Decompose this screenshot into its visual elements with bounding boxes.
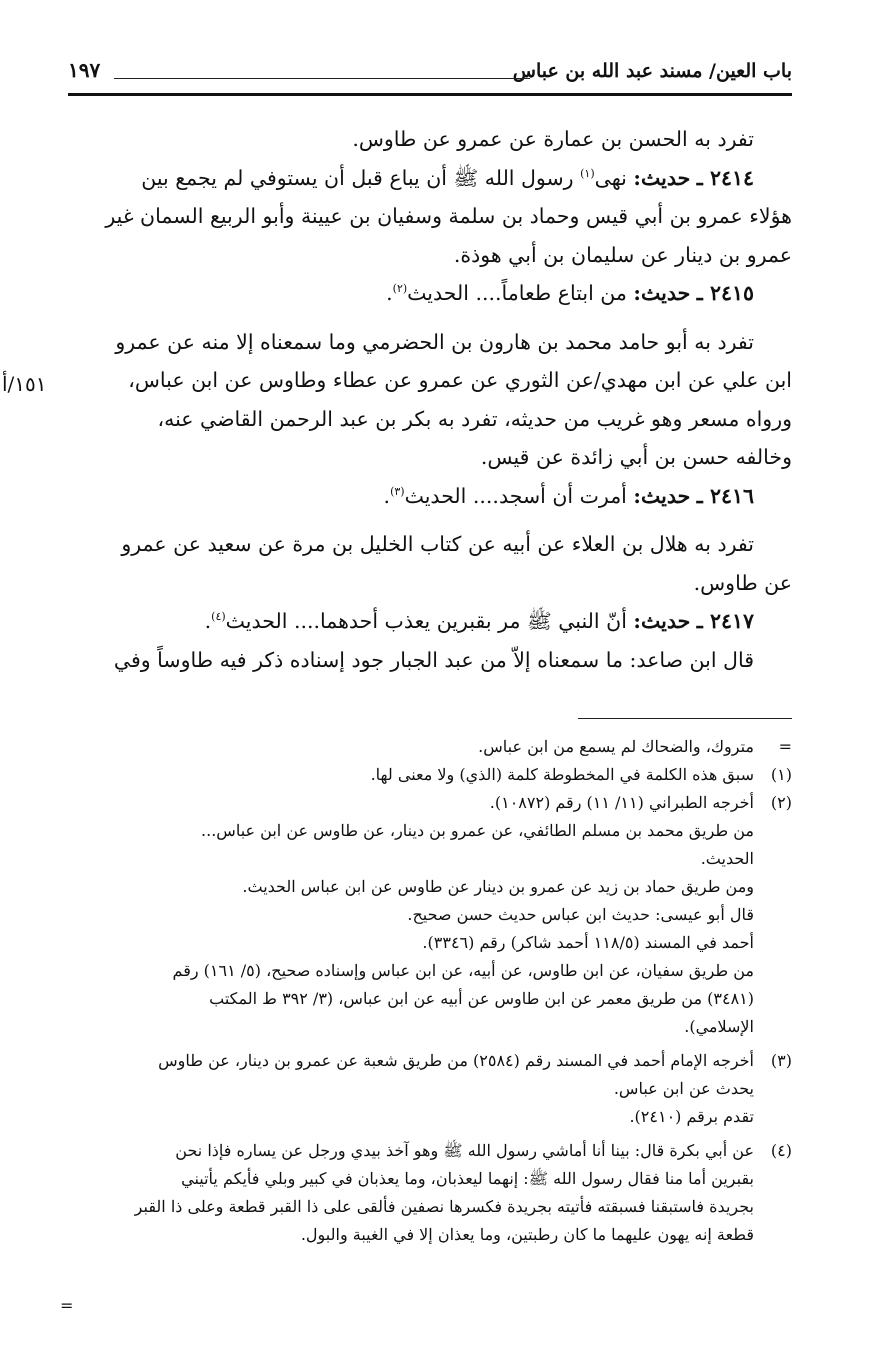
hadith-text: أمرت أن أسجد.... الحديث xyxy=(404,483,627,508)
footnote-text: قطعة إنه يهون عليهما ما كان رطبتين، وما يعذان إلا في الغيبة والبول. xyxy=(300,1225,754,1244)
footnote-1 xyxy=(68,761,792,789)
hadith-text: أنّ النبي ﷺ مر بقبرين يعذب أحدهما.... الحديث xyxy=(225,609,627,633)
hadith-text: رسول الله ﷺ أن يباع قبل أن يستوفي لم يجمع بين xyxy=(141,165,574,190)
footnote-line xyxy=(68,1221,792,1249)
footnote-text: سبق هذه الكلمة في المخطوطة كلمة (الذي) ولا معنى لها. xyxy=(370,765,754,784)
text-line: قال ابن صاعد: ما سمعناه إلاّ من عبد الجبار جود إسناده ذكر فيه طاوساً وفي xyxy=(113,647,754,672)
text-line: وخالفه حسن بن أبي زائدة عن قيس. xyxy=(480,445,792,469)
spacer xyxy=(68,313,792,323)
text-line: ابن علي عن ابن مهدي/عن الثوري عن عمرو عن عطاء وطاوس عن ابن عباس، xyxy=(128,368,792,392)
text-line: عن طاوس. xyxy=(693,570,792,595)
hadith-text: من ابتاع طعاماً.... الحديث xyxy=(407,281,627,305)
footnote-marker: (٣) xyxy=(770,1051,792,1070)
footnote-text: تقدم برقم (٢٤١٠). xyxy=(629,1107,754,1126)
period: . xyxy=(204,609,212,633)
footnotes xyxy=(68,733,792,1249)
footnote-line xyxy=(68,1103,792,1131)
footnote-line xyxy=(68,1013,792,1041)
period: . xyxy=(386,281,393,305)
spacer xyxy=(68,515,792,525)
period: . xyxy=(383,483,391,508)
footnote-line xyxy=(68,1165,792,1193)
text-line: تفرد به الحسن بن عمارة عن عمرو عن طاوس. xyxy=(352,127,754,151)
header-rule xyxy=(68,93,792,96)
footnote-text: من طريق محمد بن مسلم الطائفي، عن عمرو بن دينار، عن طاوس عن ابن عباس... xyxy=(201,821,754,840)
hadith-text: نهى xyxy=(594,165,627,190)
footnote-ref: (٤) xyxy=(211,610,226,624)
hadith-keyword: حديث: xyxy=(633,609,691,633)
footnote-text: بقبرين أما منا فقال رسول الله ﷺ: إنهما ليعذبان، وما يعذبان في كبير وبلي فأيكم يأتيني xyxy=(181,1169,754,1188)
footnote-line xyxy=(68,1193,792,1221)
footnote-text: بجريدة فاستبقنا فسبقته فأتيته بجريدة فكسرها نصفين فألقى على ذا القبر قطعة وعلى ذا القبر xyxy=(134,1197,754,1216)
hadith-2416 xyxy=(68,477,792,516)
hadith-number: ٢٤١٥ ـ xyxy=(696,281,754,305)
continuation-mark: = xyxy=(60,1296,74,1315)
footnote-continuation xyxy=(68,733,792,761)
main-text xyxy=(68,120,792,679)
hadith-2415 xyxy=(68,274,792,313)
footnote-text: أحمد في المسند (١١٨/٥ أحمد شاكر) رقم (٣٣٤٦). xyxy=(422,933,754,952)
footnote-marker: (١) xyxy=(770,765,792,784)
text-line: ورواه مسعر وهو غريب من حديثه، تفرد به بكر بن عبد الرحمن القاضي عنه، xyxy=(157,406,792,431)
footnote-line xyxy=(68,1075,792,1103)
footnote-rule xyxy=(578,718,792,719)
footnote-text: أخرجه الطبراني (١١/ ١١) رقم (١٠٨٧٢). xyxy=(489,793,754,812)
text-line: عمرو بن دينار عن سليمان بن أبي هوذة. xyxy=(453,242,792,267)
footnote-text: ومن طريق حماد بن زيد عن عمرو بن دينار عن طاوس عن ابن عباس الحديث. xyxy=(242,877,754,896)
page-header xyxy=(68,54,792,94)
header-line xyxy=(114,78,530,79)
running-title: باب العين/ مسند عبد الله بن عباس xyxy=(512,60,792,82)
footnote-text: الحديث. xyxy=(700,849,754,868)
footnote-text: من طريق سفيان، عن ابن طاوس، عن أبيه، عن ابن عباس وإسناده صحيح، (٥/ ١٦١) رقم xyxy=(172,961,754,980)
footnote-text: (٣٤٨١) من طريق معمر عن ابن طاوس عن أبيه عن ابن عباس، (٣/ ٣٩٢ ط المكتب xyxy=(209,989,754,1008)
hadith-number: ٢٤١٦ ـ xyxy=(696,483,754,508)
margin-folio-note: ١٥١/أ xyxy=(2,372,47,396)
footnote-line xyxy=(68,817,792,845)
footnote-3 xyxy=(68,1047,792,1075)
hadith-keyword: حديث: xyxy=(633,165,691,190)
footnote-line xyxy=(68,985,792,1013)
page-number: ١٩٧ xyxy=(68,58,101,82)
footnote-text: يحدث عن ابن عباس. xyxy=(613,1079,754,1098)
hadith-2417 xyxy=(68,602,792,641)
footnote-marker: (٤) xyxy=(770,1141,792,1160)
footnote-text: قال أبو عيسى: حديث ابن عباس حديث حسن صحيح. xyxy=(407,905,754,924)
footnote-ref: (١) xyxy=(580,166,595,180)
text-line: هؤلاء عمرو بن أبي قيس وحماد بن سلمة وسفيان بن عيينة وأبو الربيع السمان غير xyxy=(105,204,792,228)
footnote-marker: (٢) xyxy=(770,793,792,812)
footnote-4 xyxy=(68,1137,792,1165)
text-line: تفرد به هلال بن العلاء عن أبيه عن كتاب الخليل بن مرة عن سعيد عن عمرو xyxy=(121,532,754,556)
footnote-2 xyxy=(68,789,792,817)
hadith-keyword: حديث: xyxy=(633,483,691,508)
footnote-text: أخرجه الإمام أحمد في المسند رقم (٢٥٨٤) من طريق شعبة عن عمرو بن دينار، عن طاوس xyxy=(158,1051,754,1070)
footnote-line xyxy=(68,873,792,901)
text-line: تفرد به أبو حامد محمد بن هارون بن الحضرمي وما سمعناه إلا منه عن عمرو xyxy=(115,329,754,354)
footnote-marker: = xyxy=(778,737,792,756)
footnote-line xyxy=(68,901,792,929)
hadith-number: ٢٤١٧ ـ xyxy=(696,609,754,633)
footnote-text: متروك، والضحاك لم يسمع من ابن عباس. xyxy=(478,737,754,756)
hadith-2414 xyxy=(68,159,792,198)
footnote-line xyxy=(68,929,792,957)
hadith-keyword: حديث: xyxy=(633,281,691,305)
hadith-number: ٢٤١٤ ـ xyxy=(696,165,754,190)
footnote-ref: (٣) xyxy=(390,484,405,498)
footnote-line xyxy=(68,957,792,985)
footnote-ref: (٢) xyxy=(392,282,408,296)
footnote-text: عن أبي بكرة قال: بينا أنا أماشي رسول الله ﷺ وهو آخذ بيدي ورجل عن يساره فإذا نحن xyxy=(175,1141,754,1160)
footnote-text: الإسلامي). xyxy=(684,1017,754,1036)
footnote-line xyxy=(68,845,792,873)
